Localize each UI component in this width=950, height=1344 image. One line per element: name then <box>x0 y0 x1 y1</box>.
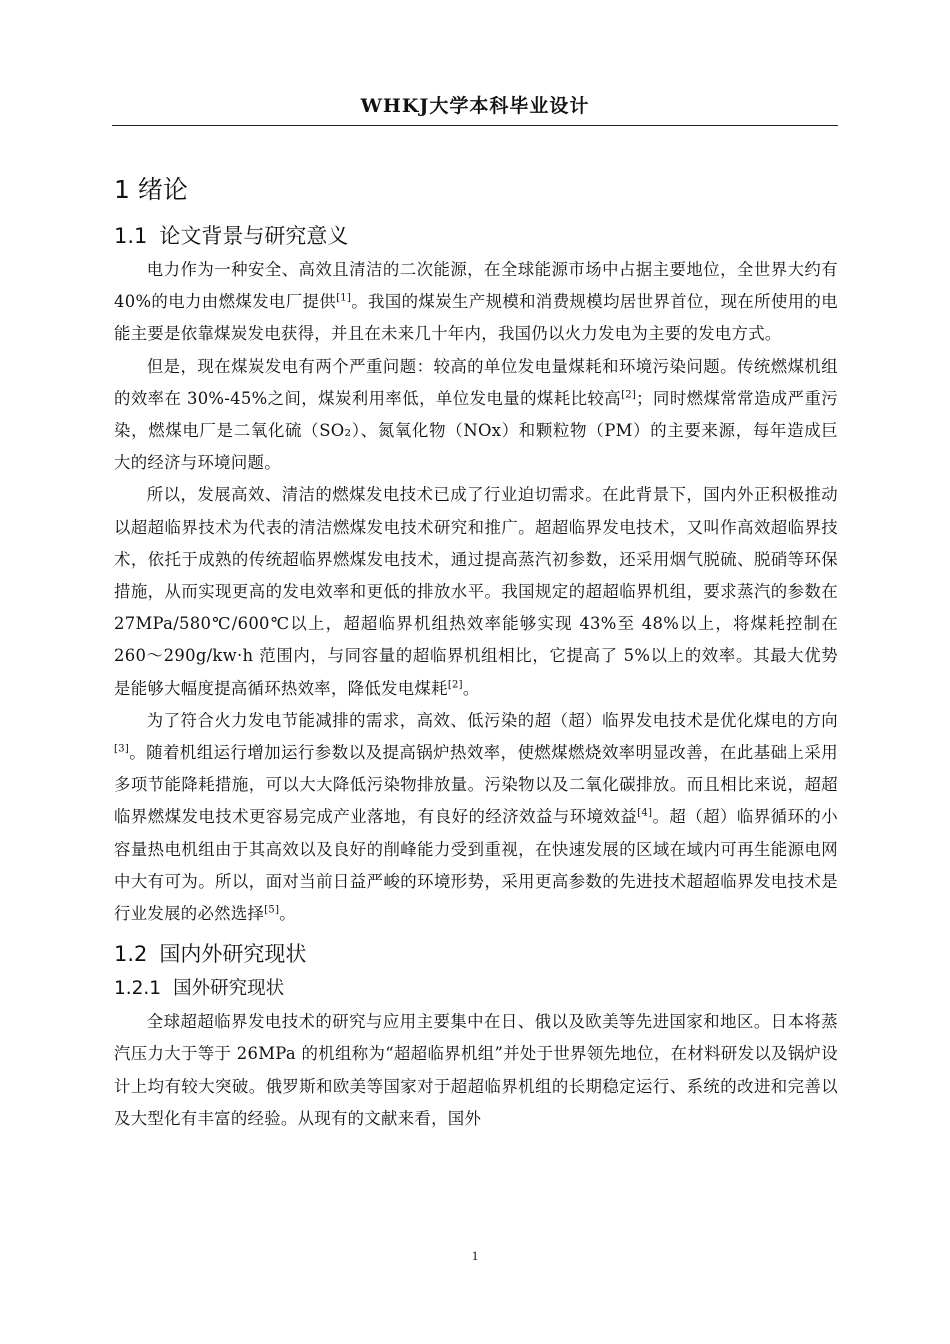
section-heading-1-2 <box>114 936 838 972</box>
section-title: 论文背景与研究意义 <box>159 224 349 248</box>
citation: [3] <box>114 743 130 755</box>
subsection-heading-1-2-1 <box>114 972 838 1006</box>
section-heading-1-1 <box>114 218 838 254</box>
paragraph-text: 电力作为一种安全、高效且清洁的二次能源，在全球能源市场中占据主要地位，全世界大约有 40%的电力由燃煤发电厂提供 <box>114 260 838 312</box>
citation: [1] <box>336 292 352 304</box>
paragraph-text: 但是，现在煤炭发电有两个严重问题：较高的单位发电量煤耗和环境污染问题。传统燃煤机组的效率在 30%-45%之间，煤炭利用率低，单位发电量的煤耗比较高 <box>114 356 838 408</box>
citation: [2] <box>621 389 637 401</box>
section-number: 1.1 <box>114 224 148 248</box>
paragraph-text: 为了符合火力发电节能减排的需求，高效、低污染的超（超）临界发电技术是优化煤电的方向 <box>146 710 838 730</box>
paragraph-text: 所以，发展高效、清洁的燃煤发电技术已成了行业迫切需求。在此背景下，国内外正积极推动以超超临界技术为代表的清洁燃煤发电技术研究和推广。超超临界发电技术，又叫作高效超临界技术，依托于成熟的传统超临界燃煤发电技术，通过提高蒸汽初参数，还采用烟气脱硫、脱硝等环保措施，从而实现更高的发电效率和更低的排放水平。我国规定的超超临界机组，要求蒸汽的参数在 27MPa/580℃/600℃以上，超超临界机组热效率能够实现 43%至 48%以上，将煤耗控制在 260～290g/kw·h 范围内，与同容量的超临界机组相比，它提高了 5%以上的效率。其最大优势是能够大幅度提高循环热效率，降低发电煤耗 <box>114 485 838 698</box>
subsection-title: 国外研究现状 <box>173 978 285 1000</box>
citation: [2] <box>447 679 463 691</box>
chapter-title: 1 绪论 <box>114 175 188 204</box>
paragraph <box>114 254 838 351</box>
paragraph: 全球超超临界发电技术的研究与应用主要集中在日、俄以及欧美等先进国家和地区。日本将蒸汽压力大于等于 26MPa 的机组称为“超超临界机组”并处于世界领先地位，在材料研发以及锅炉设计上均有较大突破。俄罗斯和欧美等国家对于超超临界机组的长期稳定运行、系统的改进和完善以及大型化有丰富的经验。从现有的文献来看，国外 <box>114 1012 838 1128</box>
paragraph-text: 。超（超）临界循环的小容量热电机组由于其高效以及良好的削峰能力受到重视，在快速发展的区域在域内可再生能源电网中大有可为。所以，面对当前日益严峻的环境形势，采用更高参数的先进技术超超临界发电技术是行业发展的必然选择 <box>114 807 838 924</box>
header-rule <box>112 125 838 126</box>
paragraph <box>114 351 838 480</box>
citation: [5] <box>264 904 280 916</box>
paragraph-text: 。 <box>279 904 296 924</box>
paragraph <box>114 479 838 704</box>
section-number: 1.2 <box>114 942 148 967</box>
page-number: 1 <box>471 1248 479 1263</box>
paragraph-text: ；同时燃煤常常造成严重污染，燃煤电厂是二氧化硫（SO₂）、氮氧化物（NOx）和颗粒物（PM）的主要来源，每年造成巨大的经济与环境问题。 <box>114 388 838 473</box>
section-title: 国内外研究现状 <box>159 942 307 967</box>
subsection-number: 1.2.1 <box>114 978 162 1000</box>
paragraph-text: 。随着机组运行增加运行参数以及提高锅炉热效率，使燃煤燃烧效率明显改善，在此基础上采用多项节能降耗措施，可以大大降低污染物排放量。污染物以及二氧化碳排放。而且相比来说，超超临界燃煤发电技术更容易完成产业落地，有良好的经济效益与环境效益 <box>114 743 838 827</box>
page-header-title: WHKJ大学本科毕业设计 <box>360 95 590 117</box>
paragraph <box>114 705 838 930</box>
paragraph-text: 。我国的煤炭生产规模和消费规模均居世界首位，现在所使用的电能主要是依靠煤炭发电获得，并且在未来几十年内，我国仍以火力发电为主要的发电方式。 <box>114 292 838 344</box>
page-content <box>114 170 838 1135</box>
paragraph-text: 。 <box>462 678 480 698</box>
citation: [4] <box>637 807 653 819</box>
